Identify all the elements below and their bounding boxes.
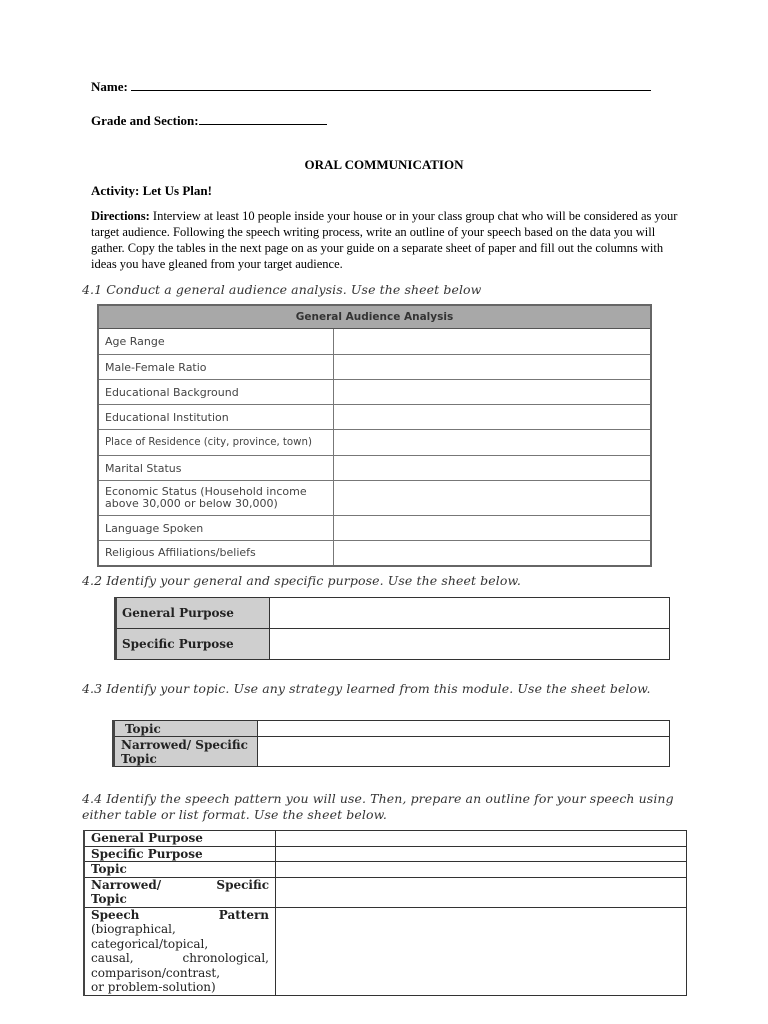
grade-section-label: Grade and Section: xyxy=(91,113,199,128)
table-row xyxy=(98,355,651,380)
general-purpose-cell[interactable] xyxy=(270,598,670,629)
name-label: Name: xyxy=(91,79,128,94)
table-row xyxy=(98,430,651,456)
general-purpose-cell[interactable] xyxy=(276,831,687,847)
pattern-option: or problem-solution) xyxy=(91,980,216,994)
name-field xyxy=(91,79,651,95)
topic-label: Topic xyxy=(114,721,258,737)
specific-word: Specific xyxy=(216,877,269,892)
row-label: Male-Female Ratio xyxy=(98,355,334,380)
topic-word: Topic xyxy=(91,892,127,906)
page-title: ORAL COMMUNICATION xyxy=(304,157,464,172)
purpose-table xyxy=(114,597,670,660)
answer-cell[interactable] xyxy=(334,516,652,541)
grade-section-blank[interactable] xyxy=(199,124,327,125)
table-row xyxy=(98,516,651,541)
narrowed-topic-cell[interactable] xyxy=(276,877,687,907)
speech-pattern-line xyxy=(91,908,269,923)
table-row xyxy=(84,907,687,995)
table-row xyxy=(98,405,651,430)
narrowed-topic-label xyxy=(84,877,276,907)
answer-cell[interactable] xyxy=(334,481,652,516)
section-4-4-heading: 4.4 Identify the speech pattern you will use. Then, prepare an outline for your speech using either table or list format. Use the sheet below. xyxy=(82,791,674,822)
answer-cell[interactable] xyxy=(334,380,652,405)
row-label: Place of Residence (city, province, town) xyxy=(98,430,334,456)
topic-label: Topic xyxy=(84,862,276,878)
specific-purpose-cell[interactable] xyxy=(270,629,670,660)
grade-section-field xyxy=(91,113,327,129)
audience-analysis-header: General Audience Analysis xyxy=(98,305,651,329)
answer-cell[interactable] xyxy=(334,430,652,456)
specific-purpose-label: Specific Purpose xyxy=(116,629,270,660)
row-label: Educational Background xyxy=(98,380,334,405)
pattern-option: comparison/contrast, xyxy=(91,965,221,980)
table-row xyxy=(84,846,687,862)
directions-text: Interview at least 10 people inside your house or in your class group chat who will be considered as your target audience. Following the speech writing process, write an outline of your speech based on the data you will gather. Copy the tables in the next page on as your guide on a separate sheet of paper and fill out the columns with ideas you have gleaned from your target audience. xyxy=(91,209,678,271)
table-row xyxy=(84,877,687,907)
directions-label: Directions: xyxy=(91,209,150,223)
topic-cell[interactable] xyxy=(258,721,670,737)
directions xyxy=(91,208,687,272)
answer-cell[interactable] xyxy=(334,355,652,380)
narrowed-topic-line xyxy=(91,878,269,893)
section-4-1-heading: 4.1 Conduct a general audience analysis. Use the sheet below xyxy=(82,282,482,297)
topic-cell[interactable] xyxy=(276,862,687,878)
pattern-option: chronological, xyxy=(182,951,269,965)
table-row xyxy=(116,598,670,629)
answer-cell[interactable] xyxy=(334,405,652,430)
answer-cell[interactable] xyxy=(334,456,652,481)
speech-pattern-label xyxy=(84,907,276,995)
table-row xyxy=(98,329,651,355)
table-row xyxy=(116,629,670,660)
pattern-option: causal, xyxy=(91,951,134,965)
row-label: Language Spoken xyxy=(98,516,334,541)
activity-title: Activity: Let Us Plan! xyxy=(91,183,212,198)
table-row xyxy=(98,481,651,516)
general-purpose-label: General Purpose xyxy=(116,598,270,629)
table-row xyxy=(98,380,651,405)
general-purpose-label: General Purpose xyxy=(84,831,276,847)
answer-cell[interactable] xyxy=(334,541,652,566)
row-label: Economic Status (Household income above 30,000 or below 30,000) xyxy=(98,481,334,516)
table-row xyxy=(84,831,687,847)
outline-table xyxy=(83,830,687,996)
topic-table xyxy=(112,720,670,767)
row-label: Educational Institution xyxy=(98,405,334,430)
pattern-option: (biographical, xyxy=(91,922,176,936)
pattern-word: Pattern xyxy=(218,907,269,922)
table-row xyxy=(114,737,670,767)
section-4-3-heading: 4.3 Identify your topic. Use any strategy learned from this module. Use the sheet below. xyxy=(82,681,651,696)
table-row xyxy=(98,456,651,481)
speech-pattern-cell[interactable] xyxy=(276,907,687,995)
section-4-2-heading: 4.2 Identify your general and specific purpose. Use the sheet below. xyxy=(82,573,521,588)
pattern-option: categorical/topical, xyxy=(91,936,209,951)
narrowed-topic-label: Narrowed/ Specific Topic xyxy=(114,737,258,767)
table-row xyxy=(114,721,670,737)
pattern-option-line xyxy=(91,951,269,966)
narrowed-topic-cell[interactable] xyxy=(258,737,670,767)
speech-word: Speech xyxy=(91,907,140,922)
table-row xyxy=(98,541,651,566)
row-label: Marital Status xyxy=(98,456,334,481)
specific-purpose-label: Specific Purpose xyxy=(84,846,276,862)
specific-purpose-cell[interactable] xyxy=(276,846,687,862)
row-label: Age Range xyxy=(98,329,334,355)
table-row xyxy=(84,862,687,878)
answer-cell[interactable] xyxy=(334,329,652,355)
row-label: Religious Affiliations/beliefs xyxy=(98,541,334,566)
narrowed-word: Narrowed/ xyxy=(91,877,162,892)
audience-analysis-table xyxy=(97,304,652,567)
name-blank[interactable] xyxy=(131,90,651,91)
